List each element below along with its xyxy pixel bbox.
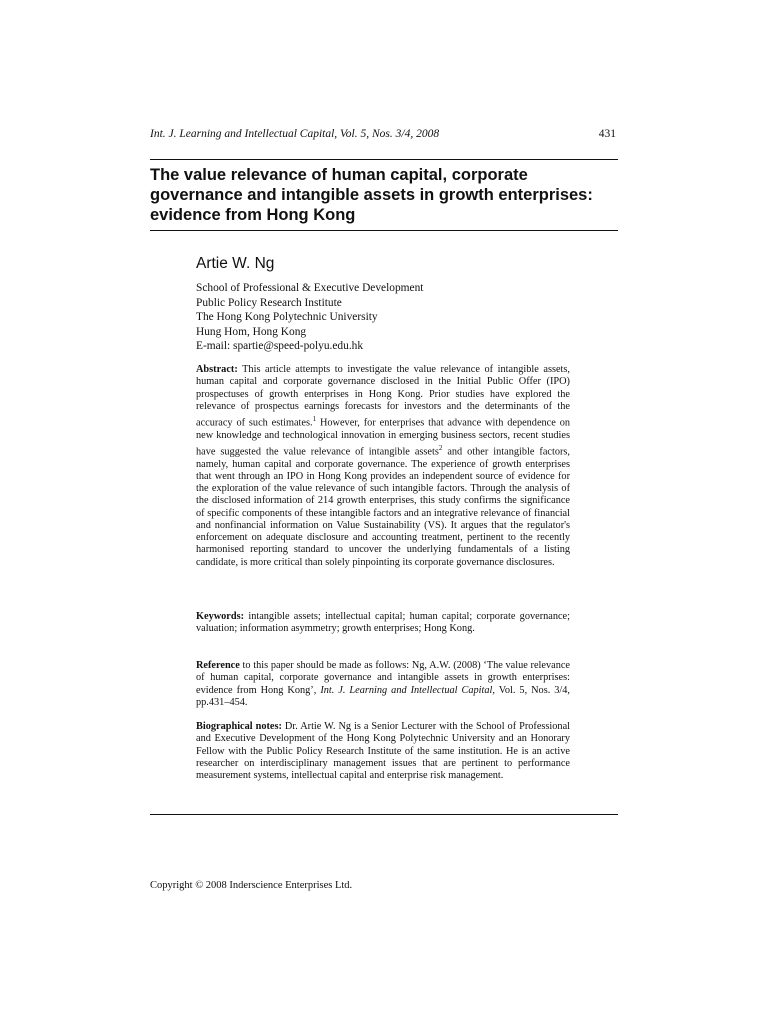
affiliation-line: School of Professional & Executive Development — [196, 282, 424, 294]
bio-text: Dr. Artie W. Ng is a Senior Lecturer with the School of Professional and Executive Development of the Hong Kong Polytechnic University and an Honorary Fellow with the Public Policy Research Institute of the same institution. He is an active researcher on interdisciplinary management issues that are pertinent to performance measurement systems, intellectual capital and enterprise risk management. — [196, 721, 571, 781]
reference-note — [196, 660, 570, 709]
reference-label: Reference — [196, 660, 240, 671]
bottom-rule — [150, 814, 618, 815]
abstract-label: Abstract: — [196, 364, 238, 375]
copyright-notice: Copyright © 2008 Inderscience Enterprises Ltd. — [150, 880, 353, 891]
biographical-notes — [196, 721, 570, 782]
footnote-ref: 1 — [312, 415, 317, 423]
abstract-text: and other intangible factors, namely, human capital and corporate governance. The experience of growth enterprises that went through an IPO in Hong Kong provides an independent source of evidence for the exploration of the value relevance of such intangible factors. Through the analysis of the disclosed information of 214 growth enterprises, this study confirms the significance of specific components of these intangible factors and an integrative relevance of financial and nonfinancial information on Value Sustainability (VS). It argues that the regulator's enforcement on adequate disclosure and accounting treatment, pertinent to the recently harmonised reporting standard to uncover the underlying fundamentals of a listing candidate, is more critical than solely pinpointing its corporate governance disclosures. — [196, 446, 570, 568]
reference-text: to this paper should be made as follows: Ng, A.W. (2008) ‘The value relevance of human capital, corporate governance and intangible assets in growth enterprises: evidence from Hong Kong’, — [196, 660, 570, 696]
affiliation-line: The Hong Kong Polytechnic University — [196, 311, 378, 324]
footnote-ref: 2 — [438, 443, 443, 452]
page-number: 431 — [598, 128, 616, 140]
abstract-text: This article attempts to investigate the value relevance of intangible assets, human capital and corporate governance disclosed in the Initial Public Offer (IPO) prospectuses of growth enterprises in Hong Kong. Prior studies have explored the relevance of prospectus earnings forecasts for investors and the determinants of the accuracy of such estimates. — [196, 364, 570, 429]
abstract — [196, 364, 570, 569]
affiliation-line: Public Policy Research Institute — [196, 296, 342, 309]
keywords-text: intangible assets; intellectual capital; human capital; corporate governance; valuation; information asymmetry; growth enterprises; Hong Kong. — [196, 611, 570, 635]
title-rule — [150, 230, 618, 231]
reference-text: , Vol. 5, Nos. 3/4, pp.431–454. — [196, 684, 571, 708]
author-affiliation — [196, 281, 596, 354]
journal-citation: Int. J. Learning and Intellectual Capital, Vol. 5, Nos. 3/4, 2008 — [150, 128, 440, 140]
abstract-text: However, for enterprises that advance with dependence on new knowledge and technological innovation in emerging business sectors, recent studies have suggested the value relevance of intangible assets — [196, 417, 570, 458]
running-header — [150, 128, 616, 140]
bio-label: Biographical notes: — [196, 721, 282, 732]
keywords — [196, 611, 570, 636]
keywords-label: Keywords: — [196, 611, 245, 622]
author-name: Artie W. Ng — [196, 255, 275, 272]
top-rule — [150, 159, 618, 160]
reference-journal: Int. J. Learning and Intellectual Capital — [320, 684, 493, 696]
affiliation-line: Hung Hom, Hong Kong — [196, 325, 307, 338]
article-title: The value relevance of human capital, corporate governance and intangible assets in growth enterprises: evidence from Hong Kong — [150, 166, 593, 224]
author-email: E-mail: spartie@speed-polyu.edu.hk — [196, 340, 364, 353]
